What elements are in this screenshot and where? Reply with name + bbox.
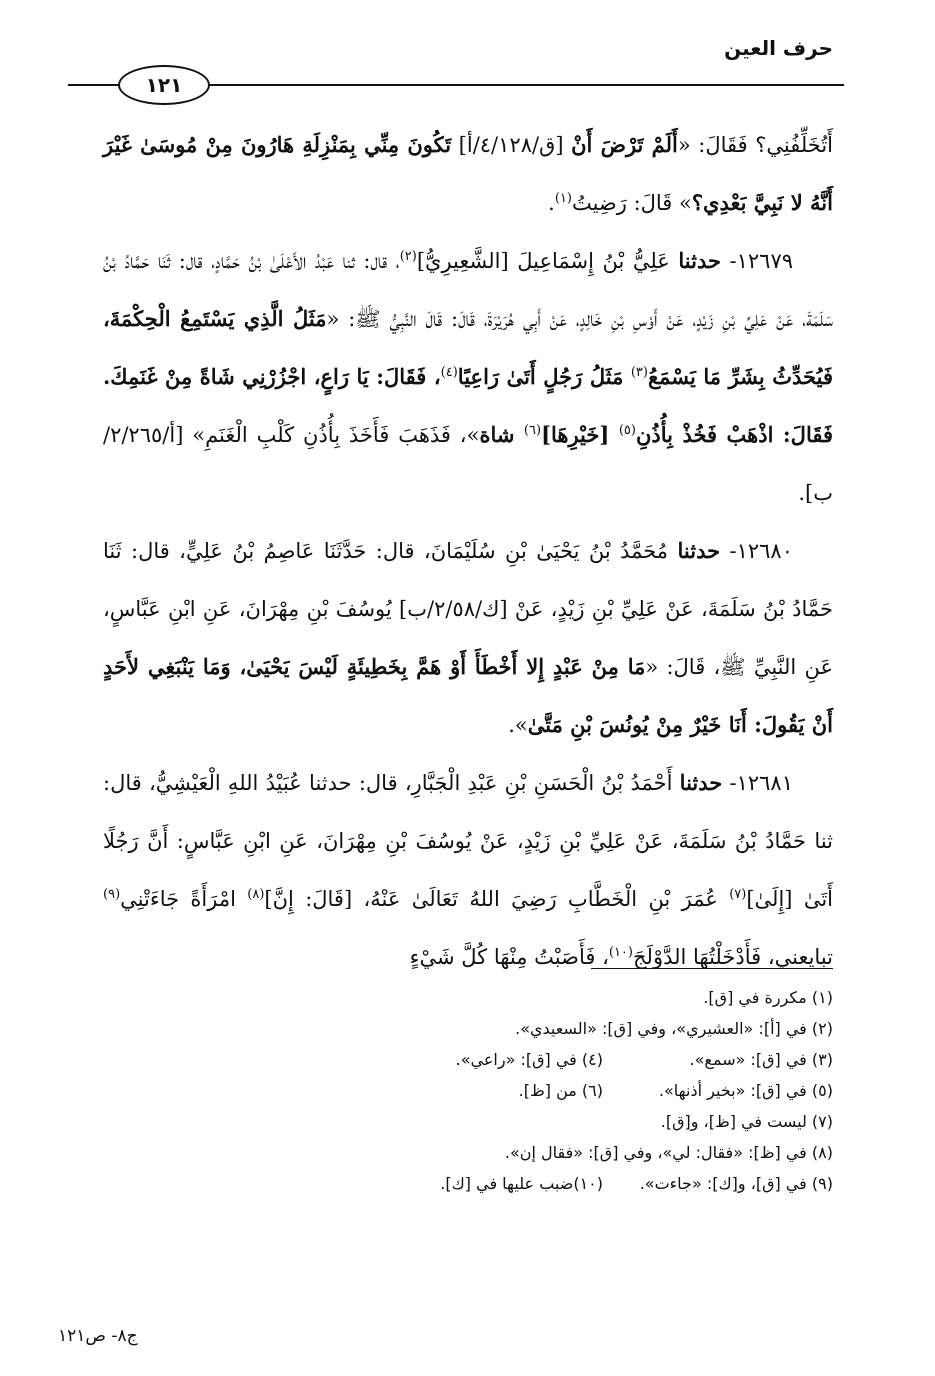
footnote-6: (٦) من [ظ]. — [518, 1081, 603, 1100]
footnote-7: (٧) ليست في [ظ]، و[ق]. — [660, 1112, 833, 1131]
hadith-number: ١٢٦٨١- — [722, 771, 793, 795]
footnote-ref: (٣) — [630, 365, 648, 380]
running-head: حرف العين — [724, 36, 833, 60]
footnote-ref: (٥) — [618, 423, 636, 438]
footnote-5: (٥) في [ق]: «بخير أذنها». — [658, 1081, 833, 1100]
page-number-badge: ١٢١ — [118, 65, 210, 105]
footnote-ref: (٢) — [399, 249, 417, 264]
footnote-8: (٨) في [ظ]: «فقال: لي»، وفي [ق]: «فقال إن». — [504, 1143, 833, 1162]
footnote-4: (٤) في [ق]: «راعي». — [455, 1050, 603, 1069]
paragraph-continuation: أَتُخَلِّفُنِي؟ فَقَالَ: «أَلَمْ تَرْضَ أَنْ [ق/٤/١٢٨/أ] تَكُونَ مِنِّي بِمَنْزِلَةِ هَارُونَ مِنْ مُوسَىٰ غَيْرَ أَنَّهُ لا نَبِيَّ بَعْدِي؟» قَالَ: رَضِيتُ$^{(١)}$. — [103, 132, 834, 215]
footnote-ref: (١٠) — [608, 945, 633, 960]
footnote-rule — [591, 968, 833, 969]
footnote-ref: (٧) — [729, 887, 747, 902]
footnote-9: (٩) في [ق]، و[ك]: «جاءت». — [639, 1174, 833, 1193]
footnotes — [103, 982, 833, 1199]
footnote-3: (٣) في [ق]: «سمع». — [689, 1050, 833, 1069]
footnote-ref: (٨) — [247, 887, 265, 902]
footnote-ref: (٩) — [103, 887, 121, 902]
hadith-number: ١٢٦٧٩- — [720, 249, 794, 273]
hadith-12679: ١٢٦٧٩- حدثنا عَلِيُّ بْنُ إِسْمَاعِيلَ [الشَّعِيرِيُّ]$^{(٢)}$، قال: ثنا عَبْدُ الأَعْلَىٰ بْنُ حَمَّادٍ، قال: ثَنَا حَمَّادُ بْنُ سَلَمَةَ، عَنْ عَلِيِّ بْنِ زَيْدٍ، عَنْ أَوْسِ بْنِ خَالِدٍ، عَنْ أَبِي هُرَيْرَةَ، قَالَ: قَالَ النَّبِيُّ ﷺ: «مَثَلُ الَّذِي يَسْتَمِعُ الْحِكْمَةَ، فَيُحَدِّثُ بِشَرِّ مَا يَسْمَعُ$^{(٣)}$ مَثَلُ رَجُلٍ أَتَىٰ رَاعِيًا$^{(٤)}$، فَقَالَ: يَا رَاعٍ، اجْزُرْنِي شَاةً مِنْ غَنَمِكَ. فَقَالَ: اذْهَبْ فَخُذْ بِأُذُنِ$^{(٥)}$ [خَيْرِهَا]$^{(٦)}$ شاة»، فَذَهَبَ فَأَخَذَ بِأُذُنِ كَلْبِ الْغَنَمِ» [أ/٢/٢٦٥/ب]. — [103, 248, 833, 505]
hadith-number: ١٢٦٨٠- — [720, 539, 793, 563]
footnote-2: (٢) في [أ]: «العشيري»، وفي [ق]: «السعيدي». — [515, 1019, 833, 1038]
footnote-ref: (١) — [554, 191, 572, 206]
footnote-row — [103, 1075, 833, 1106]
hadith-12680: ١٢٦٨٠- حدثنا مُحَمَّدُ بْنُ يَحْيَىٰ بْنِ سُلَيْمَانَ، قال: حَدَّثَنَا عَاصِمُ بْنُ عَلِيٍّ، قال: ثَنَا حَمَّادُ بْنُ سَلَمَةَ، عَنْ عَلِيِّ بْنِ زَيْدٍ، عَنْ [ك/٢/٥٨/ب] يُوسُفَ بْنِ مِهْرَانَ، عَنِ ابْنِ عَبَّاسٍ، عَنِ النَّبِيِّ ﷺ، قَالَ: «مَا مِنْ عَبْدٍ إِلا أَخْطَأَ أَوْ هَمَّ بِخَطِيئَةٍ لَيْسَ يَحْيَىٰ، وَمَا يَنْبَغِي لأَحَدٍ أَنْ يَقُولَ: أَنَا خَيْرٌ مِنْ يُونُسَ بْنِ مَتَّىٰ». — [103, 538, 833, 737]
footnote-ref: (٤) — [440, 365, 458, 380]
footnote-1: (١) مكررة في [ق]. — [703, 988, 833, 1007]
main-text — [103, 116, 833, 986]
footnote-row — [103, 1168, 833, 1199]
footnote-10: (١٠)ضبب عليها في [ك]. — [440, 1174, 603, 1193]
hadith-12681: ١٢٦٨١- حدثنا أَحْمَدُ بْنُ الْحَسَنِ بْنِ عَبْدِ الْجَبَّارِ، قال: حدثنا عُبَيْدُ اللهِ الْعَيْشِيُّ، قال: ثنا حَمَّادُ بْنُ سَلَمَةَ، عَنْ عَلِيِّ بْنِ زَيْدٍ، عَنْ يُوسُفَ بْنِ مِهْرَانَ، عَنِ ابْنِ عَبَّاسٍ: أَنَّ رَجُلًا أَتَىٰ [إِلَىٰ]$^{(٧)}$ عُمَرَ بْنِ الْخَطَّابِ رَضِيَ اللهُ تَعَالَىٰ عَنْهُ، [قَالَ: إِنَّ]$^{(٨)}$ امْرَأَةً جَاءَتْنِي$^{(٩)}$ تبايعني، فَأَدْخَلْتُهَا الدَّوْلَجَ$^{(١٠)}$، فَأَصَبْتُ مِنْهَا كُلَّ شَيْءٍ — [103, 770, 833, 969]
footnote-row — [103, 1044, 833, 1075]
page-reference: ج٨- ص١٢١ — [58, 1326, 138, 1346]
footnote-ref: (٦) — [523, 423, 542, 438]
